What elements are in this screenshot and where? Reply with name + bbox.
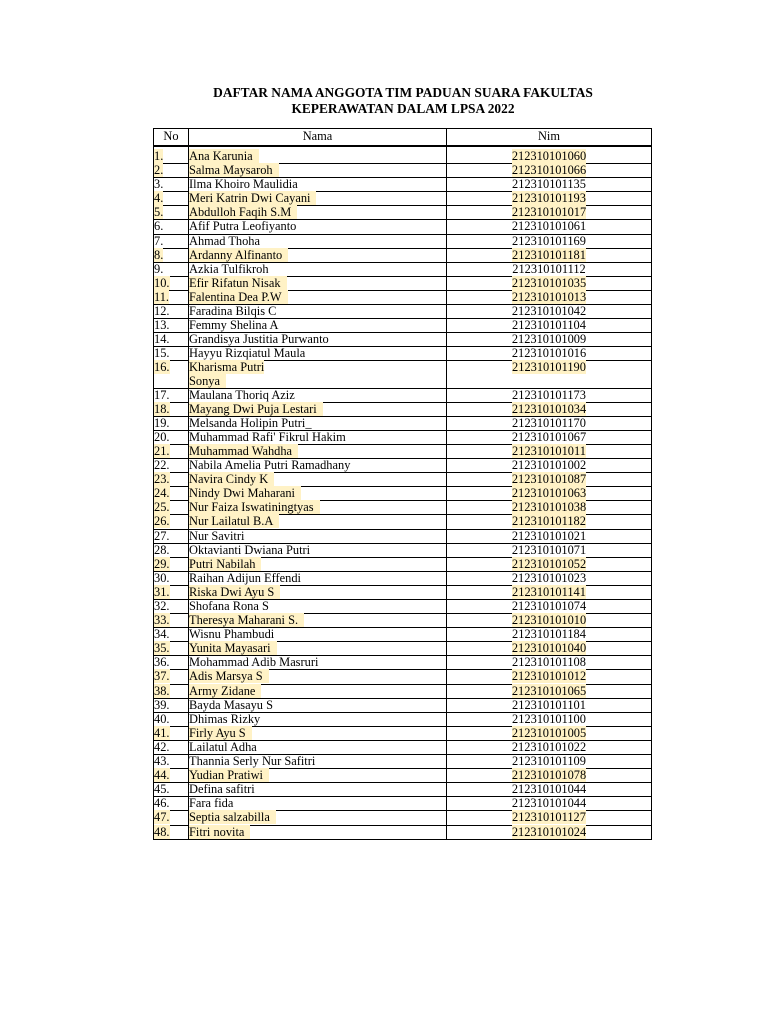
- row-number: 9.: [154, 261, 164, 276]
- table-row: [154, 459, 652, 473]
- row-number: 35.: [154, 641, 170, 656]
- table-header-row: [154, 129, 652, 147]
- member-nim: 212310101112: [512, 261, 586, 276]
- member-name: Falentina Dea P.W: [189, 290, 288, 304]
- member-nim: 212310101042: [511, 304, 587, 319]
- member-name: Kharisma Putri Sonya: [189, 360, 265, 388]
- header-nama: Nama: [189, 129, 447, 147]
- member-nim: 212310101087: [511, 472, 587, 487]
- member-name: Mayang Dwi Puja Lestari: [189, 402, 323, 416]
- table-row: [154, 164, 652, 178]
- member-nim: 212310101044: [511, 782, 587, 797]
- member-nim: 212310101052: [511, 556, 587, 571]
- member-nim: 212310101190: [512, 360, 586, 375]
- table-row: [154, 628, 652, 642]
- member-nim: 212310101173: [512, 387, 586, 402]
- member-nim: 212310101024: [511, 824, 587, 839]
- table-row: [154, 192, 652, 206]
- row-number: 28.: [154, 542, 170, 557]
- row-number: 30.: [154, 570, 170, 585]
- row-number: 11.: [154, 289, 170, 304]
- member-name: Lailatul Adha: [189, 739, 257, 754]
- member-name: Nur Savitri: [189, 528, 245, 543]
- member-nim: 212310101012: [511, 669, 587, 684]
- table-row: [154, 430, 652, 444]
- row-number: 37.: [154, 669, 170, 684]
- member-nim: 212310101182: [512, 514, 586, 529]
- row-number: 3.: [154, 177, 164, 192]
- table-row: [154, 529, 652, 543]
- row-number: 44.: [154, 768, 170, 783]
- member-name: Nur Faiza Iswatiningtyas: [189, 500, 320, 514]
- member-table: [153, 128, 652, 840]
- member-nim: 212310101060: [511, 149, 587, 163]
- member-name: Raihan Adijun Effendi: [189, 570, 301, 585]
- member-name: Nabila Amelia Putri Ramadhany: [189, 458, 351, 473]
- row-number: 14.: [154, 332, 170, 347]
- table-row: [154, 206, 652, 220]
- member-nim: 212310101074: [511, 599, 587, 613]
- document-title: [153, 85, 653, 117]
- member-name: Azkia Tulfikroh: [189, 261, 269, 276]
- table-row: [154, 656, 652, 670]
- member-name: Muhammad Rafi' Fikrul Hakim: [189, 429, 346, 444]
- member-name: Oktavianti Dwiana Putri: [189, 542, 311, 557]
- member-name: Meri Katrin Dwi Cayani: [189, 191, 316, 205]
- member-name: Ana Karunia: [189, 149, 259, 163]
- member-name: Hayyu Rizqiatul Maula: [189, 346, 306, 361]
- row-number: 12.: [154, 304, 170, 319]
- member-name: Salma Maysaroh: [189, 163, 279, 177]
- member-nim: 212310101022: [511, 739, 587, 754]
- member-nim: 212310101063: [511, 486, 587, 501]
- member-name: Wisnu Phambudi: [189, 627, 275, 642]
- member-name: Ardanny Alfinanto: [189, 248, 288, 262]
- table-row: [154, 726, 652, 740]
- member-nim: 212310101038: [511, 500, 587, 515]
- member-name: Abdulloh Faqih S.M: [189, 205, 297, 219]
- row-number: 7.: [154, 233, 164, 248]
- table-row: [154, 501, 652, 515]
- row-number: 27.: [154, 528, 170, 543]
- row-number: 25.: [154, 500, 170, 515]
- row-number: 18.: [154, 401, 170, 416]
- table-row: [154, 769, 652, 783]
- row-number: 8.: [154, 247, 164, 262]
- row-number: 24.: [154, 486, 170, 501]
- row-number: 2.: [154, 163, 164, 178]
- member-name: Maulana Thoriq Aziz: [189, 387, 295, 402]
- table-row: [154, 811, 652, 825]
- table-row: [154, 557, 652, 571]
- member-name: Firly Ayu S: [189, 726, 252, 740]
- row-number: 31.: [154, 584, 170, 599]
- member-name: Putri Nabilah: [189, 557, 261, 571]
- title-line-1: DAFTAR NAMA ANGGOTA TIM PADUAN SUARA FAKULTAS: [213, 85, 593, 100]
- table-row: [154, 361, 652, 388]
- member-nim: 212310101002: [511, 458, 587, 473]
- table-row: [154, 543, 652, 557]
- row-number: 40.: [154, 711, 170, 726]
- member-nim: 212310101104: [512, 318, 586, 333]
- member-name: Dhimas Rizky: [189, 711, 261, 726]
- row-number: 19.: [154, 415, 170, 430]
- table-row: [154, 755, 652, 769]
- member-name: Thannia Serly Nur Safitri: [189, 754, 316, 769]
- row-number: 23.: [154, 472, 170, 487]
- member-name: Yudian Pratiwi: [189, 768, 269, 782]
- member-name: Nindy Dwi Maharani: [189, 486, 301, 500]
- row-number: 38.: [154, 683, 170, 698]
- member-name: Femmy Shelina A: [189, 318, 279, 333]
- member-nim: 212310101169: [512, 233, 586, 248]
- table-row: [154, 515, 652, 529]
- table-row: [154, 388, 652, 402]
- row-number: 33.: [154, 613, 170, 628]
- row-number: 41.: [154, 725, 170, 740]
- member-nim: 212310101181: [512, 247, 586, 262]
- table-row: [154, 290, 652, 304]
- table-row: [154, 698, 652, 712]
- member-nim: 212310101109: [512, 754, 586, 769]
- table-row: [154, 825, 652, 839]
- table-row: [154, 416, 652, 430]
- table-row: [154, 248, 652, 262]
- member-name: Faradina Bilqis C: [189, 304, 277, 319]
- member-nim: 212310101035: [511, 275, 587, 290]
- row-number: 17.: [154, 387, 170, 402]
- member-nim: 212310101141: [512, 584, 586, 599]
- member-name: Muhammad Wahdha: [189, 444, 298, 458]
- row-number: 13.: [154, 318, 170, 333]
- table-row: [154, 684, 652, 698]
- member-nim: 212310101067: [511, 429, 587, 444]
- row-number: 45.: [154, 782, 170, 797]
- table-row: [154, 571, 652, 585]
- table-row: [154, 797, 652, 811]
- row-number: 26.: [154, 514, 170, 529]
- member-nim: 212310101034: [511, 401, 587, 416]
- row-number: 34.: [154, 627, 170, 642]
- member-nim: 212310101017: [511, 205, 587, 220]
- table-row: [154, 319, 652, 333]
- member-name: Riska Dwi Ayu S: [189, 585, 280, 599]
- table-body: [154, 146, 652, 839]
- row-number: 16.: [154, 360, 170, 375]
- member-name: Grandisya Justitia Purwanto: [189, 332, 329, 347]
- row-number: 29.: [154, 556, 170, 571]
- row-number: 39.: [154, 697, 170, 712]
- member-nim: 212310101071: [511, 542, 587, 557]
- table-row: [154, 220, 652, 234]
- row-number: 22.: [154, 458, 170, 473]
- header-no: No: [154, 129, 189, 147]
- table-row: [154, 712, 652, 726]
- table-row: [154, 234, 652, 248]
- row-number: 43.: [154, 754, 170, 769]
- member-nim: 212310101040: [511, 641, 587, 656]
- table-row: [154, 642, 652, 656]
- member-nim: 212310101065: [511, 683, 587, 698]
- row-number: 1.: [154, 149, 164, 163]
- member-nim: 212310101184: [512, 627, 586, 642]
- row-number: 47.: [154, 810, 170, 825]
- member-name: Ilma Khoiro Maulidia: [189, 177, 298, 192]
- table-row: [154, 600, 652, 614]
- member-nim: 212310101135: [512, 177, 586, 192]
- member-name: Navira Cindy K: [189, 472, 274, 486]
- row-number: 4.: [154, 191, 164, 206]
- member-name: Fara fida: [189, 796, 234, 811]
- member-nim: 212310101005: [511, 725, 587, 740]
- table-row: [154, 783, 652, 797]
- member-nim: 212310101193: [512, 191, 586, 206]
- table-row: [154, 178, 652, 192]
- row-number: 46.: [154, 796, 170, 811]
- member-name: Mohammad Adib Masruri: [189, 655, 319, 670]
- table-row: [154, 614, 652, 628]
- member-nim: 212310101101: [512, 697, 586, 712]
- member-nim: 212310101066: [511, 163, 587, 178]
- table-row: [154, 670, 652, 684]
- row-number: 15.: [154, 346, 170, 361]
- member-nim: 212310101013: [511, 289, 587, 304]
- row-number: 32.: [154, 599, 170, 613]
- header-nim: Nim: [447, 129, 652, 147]
- table-row: [154, 444, 652, 458]
- member-nim: 212310101021: [511, 528, 587, 543]
- member-nim: 212310101061: [511, 219, 587, 234]
- member-nim: 212310101010: [511, 613, 587, 628]
- member-nim: 212310101127: [512, 810, 586, 825]
- table-row: [154, 740, 652, 754]
- member-nim: 212310101100: [512, 711, 586, 726]
- table-row: [154, 487, 652, 501]
- table-row: [154, 585, 652, 599]
- member-name: Afif Putra Leofiyanto: [189, 219, 297, 234]
- member-name: Ahmad Thoha: [189, 233, 261, 248]
- member-name: Adis Marsya S: [189, 669, 269, 683]
- member-nim: 212310101011: [512, 443, 586, 458]
- table-row: [154, 333, 652, 347]
- member-name: Efir Rifatun Nisak: [189, 276, 287, 290]
- member-nim: 212310101078: [511, 768, 587, 783]
- row-number: 5.: [154, 205, 164, 220]
- member-name: Fitri novita: [189, 825, 250, 839]
- member-nim: 212310101170: [512, 415, 586, 430]
- row-number: 21.: [154, 443, 170, 458]
- member-name: Yunita Mayasari: [189, 641, 277, 655]
- table-row: [154, 473, 652, 487]
- row-number: 20.: [154, 429, 170, 444]
- member-name: Septia salzabilla: [189, 810, 276, 824]
- title-line-2: KEPERAWATAN DALAM LPSA 2022: [291, 101, 515, 116]
- member-name: Nur Lailatul B.A: [189, 514, 279, 528]
- table-row: [154, 276, 652, 290]
- member-name: Theresya Maharani S.: [189, 613, 304, 627]
- row-number: 36.: [154, 655, 170, 670]
- member-nim: 212310101108: [512, 655, 586, 670]
- member-name: Melsanda Holipin Putri_: [189, 415, 312, 430]
- table-row: [154, 347, 652, 361]
- member-name: Shofana Rona S: [189, 599, 269, 613]
- member-nim: 212310101016: [511, 346, 587, 361]
- table-row: [154, 402, 652, 416]
- table-row: [154, 262, 652, 276]
- member-nim: 212310101009: [511, 332, 587, 347]
- member-name: Defina safitri: [189, 782, 255, 797]
- table-row: [154, 146, 652, 164]
- member-name: Bayda Masayu S: [189, 697, 273, 712]
- row-number: 10.: [154, 275, 170, 290]
- member-name: Army Zidane: [189, 684, 261, 698]
- row-number: 6.: [154, 219, 164, 234]
- member-nim: 212310101044: [511, 796, 587, 811]
- member-nim: 212310101023: [511, 570, 587, 585]
- row-number: 48.: [154, 824, 170, 839]
- table-row: [154, 305, 652, 319]
- row-number: 42.: [154, 739, 170, 754]
